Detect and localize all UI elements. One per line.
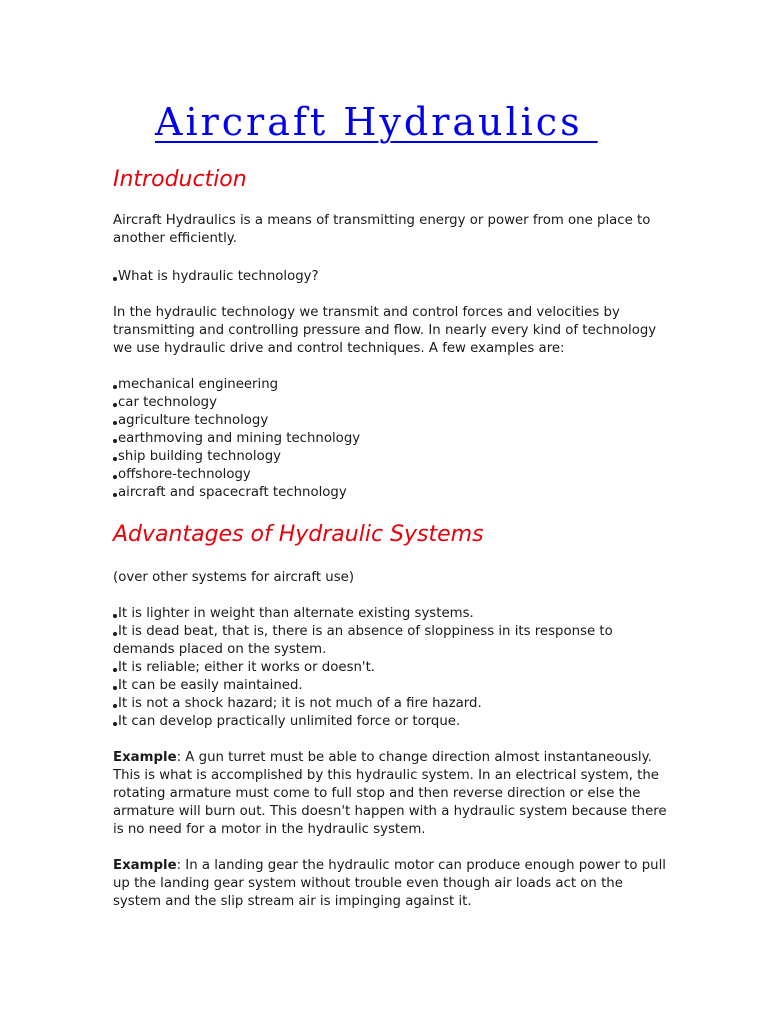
list-item: It can be easily maintained.	[113, 677, 673, 695]
bullet-icon	[113, 704, 117, 708]
example-label: Example	[113, 750, 177, 765]
example-label: Example	[113, 858, 177, 873]
list-item: It is not a shock hazard; it is not much of a fire hazard.	[113, 695, 673, 713]
bullet-icon	[113, 632, 117, 636]
advantages-heading: Advantages of Hydraulic Systems	[113, 522, 484, 547]
list-item: mechanical engineering	[113, 376, 673, 394]
bullet-icon	[113, 475, 117, 479]
bullet-icon	[113, 686, 117, 690]
bullet-icon	[113, 457, 117, 461]
example-paragraph-2	[113, 857, 673, 911]
technology-paragraph: In the hydraulic technology we transmit and control forces and velocities by transmitting and controlling pressure and flow. In nearly every kind of technology we use hydraulic drive and control techniques. A few examples are:	[113, 305, 657, 356]
example-text: : A gun turret must be able to change direction almost instantaneously. This is what is accomplished by this hydraulic system. In an electrical system, the rotating armature must come to full stop and then reverse direction or else the armature will burn out. This doesn't happen with a hydraulic system because there is no need for a motor in the hydraulic system.	[113, 750, 667, 837]
question-text: What is hydraulic technology?	[118, 269, 319, 284]
examples-list	[113, 376, 673, 502]
page-title: Aircraft Hydraulics	[155, 100, 598, 144]
list-item: It is dead beat, that is, there is an absence of sloppiness in its response to demands placed on the system.	[113, 624, 613, 657]
list-item: ship building technology	[113, 448, 673, 466]
list-item: It can develop practically unlimited force or torque.	[113, 713, 673, 731]
bullet-icon	[113, 421, 117, 425]
list-item: aircraft and spacecraft technology	[113, 484, 673, 502]
list-item: offshore-technology	[113, 466, 673, 484]
bullet-icon	[113, 403, 117, 407]
list-item: It is reliable; either it works or doesn't.	[113, 659, 673, 677]
introduction-heading: Introduction	[113, 167, 247, 192]
example-text: : In a landing gear the hydraulic motor can produce enough power to pull up the landing gear system without trouble even though air loads act on the system and the slip stream air is impinging against it.	[113, 858, 666, 909]
advantages-subtitle: (over other systems for aircraft use)	[113, 570, 355, 585]
bullet-icon	[113, 493, 117, 497]
bullet-icon	[113, 277, 117, 281]
question-line	[113, 268, 673, 286]
bullet-icon	[113, 614, 117, 618]
introduction-paragraph: Aircraft Hydraulics is a means of transmitting energy or power from one place to another efficiently.	[113, 213, 651, 246]
list-item: car technology	[113, 394, 673, 412]
bullet-icon	[113, 668, 117, 672]
bullet-icon	[113, 722, 117, 726]
list-item: agriculture technology	[113, 412, 673, 430]
list-item: earthmoving and mining technology	[113, 430, 673, 448]
bullet-icon	[113, 439, 117, 443]
list-item: It is lighter in weight than alternate existing systems.	[113, 605, 673, 623]
advantages-list	[113, 605, 673, 731]
bullet-icon	[113, 385, 117, 389]
example-paragraph-1	[113, 749, 673, 839]
